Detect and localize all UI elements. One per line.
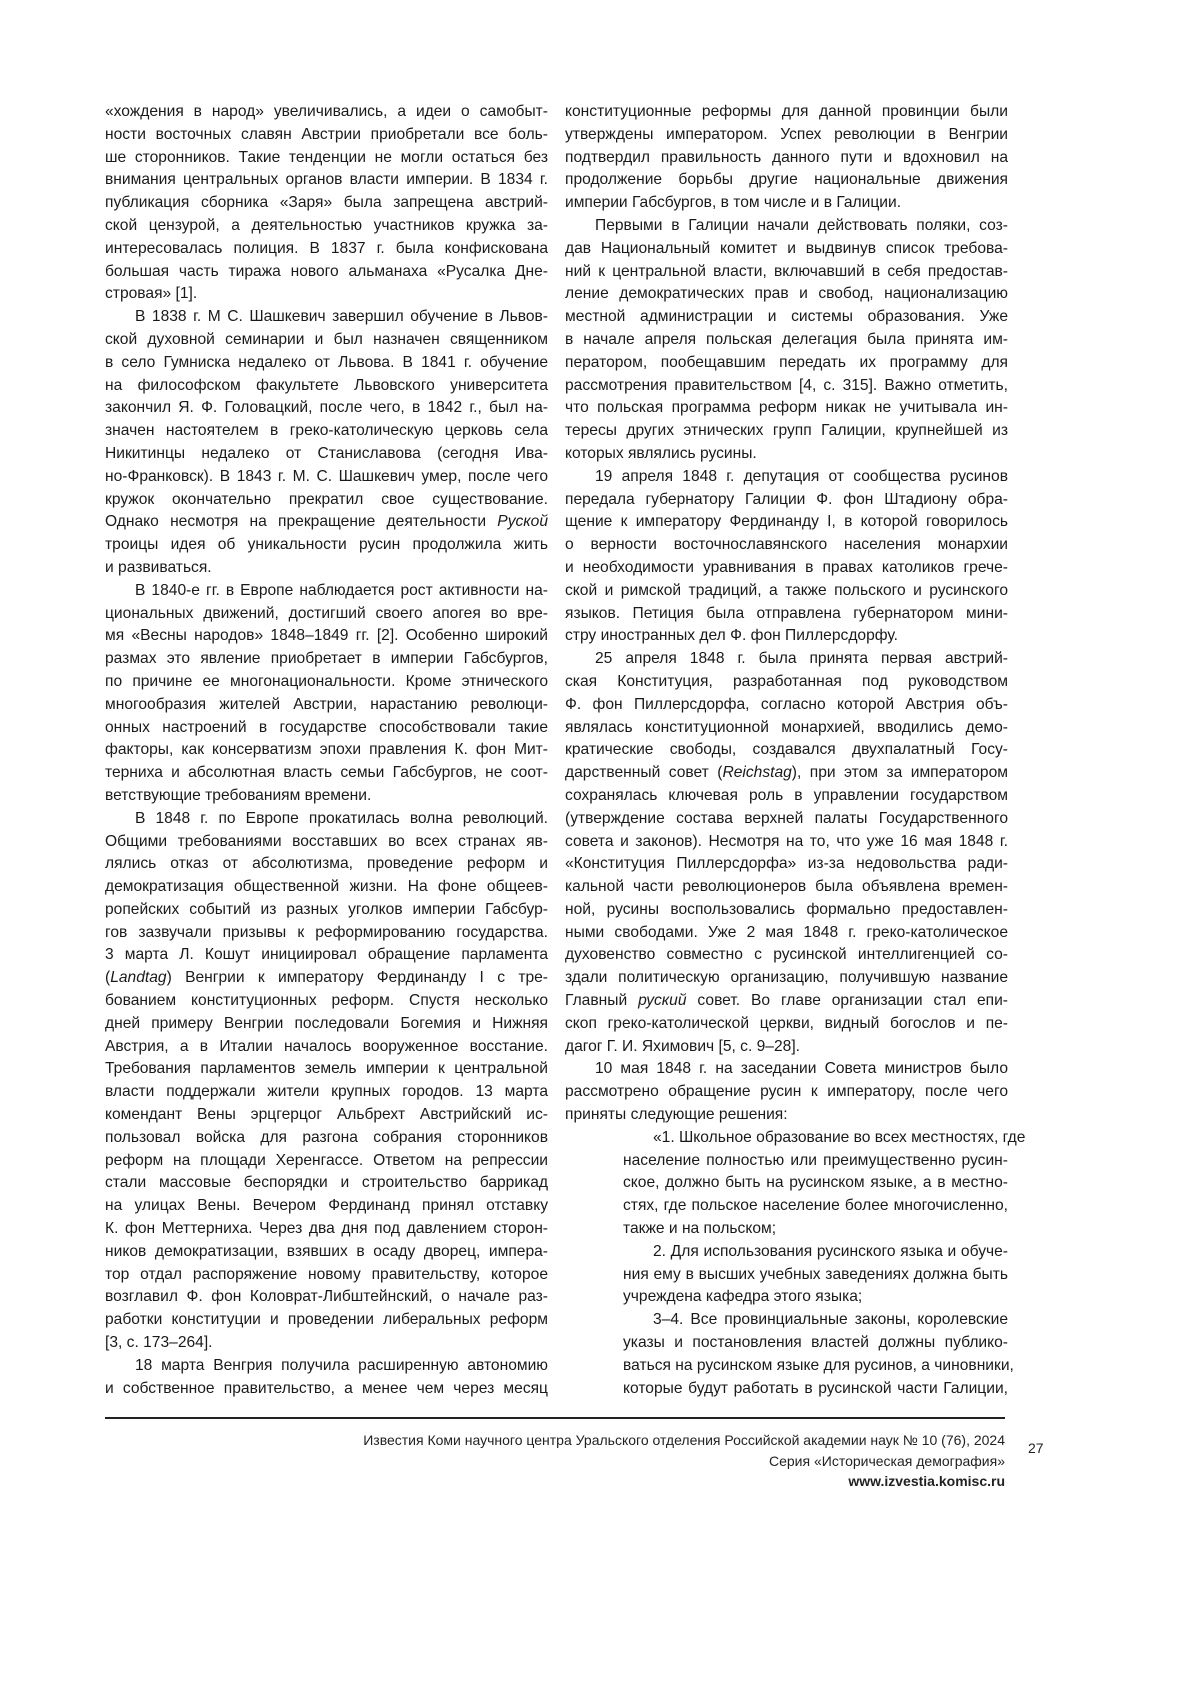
- text-line: 18 марта Венгрия получила расширенную автономию: [105, 1355, 548, 1378]
- footer-divider: [105, 1417, 1005, 1419]
- text-line: местной администрации и системы образования. Уже: [565, 306, 1008, 329]
- text-line: работки конституции и проведении либеральных реформ: [105, 1309, 548, 1332]
- text-line: щение к императору Фердинанду I, в которой говорилось: [565, 511, 1008, 534]
- text-line: значен настоятелем в греко-католическую церковь села: [105, 420, 548, 443]
- page-footer: [363, 1430, 1005, 1492]
- text-line: 19 апреля 1848 г. депутация от сообщества русинов: [565, 466, 1008, 489]
- text-line: [105, 967, 548, 990]
- paragraph: [565, 101, 1008, 215]
- italic-term: Руской: [497, 513, 548, 530]
- text-line: ператором, пообещавшим передать их программу для: [565, 352, 1008, 375]
- text-line: тор отдал распоряжение новому правительству, которое: [105, 1264, 548, 1287]
- text-line: стях, где польское население более многочисленно,: [565, 1195, 1008, 1218]
- text-line: реформ на площади Херенгассе. Ответом на репрессии: [105, 1150, 548, 1173]
- text-line: [565, 762, 1008, 785]
- text-line: большая часть тиража нового альманаха «Русалка Дне-: [105, 261, 548, 284]
- text-line: империи Габсбургов, в том числе и в Галиции.: [565, 192, 1008, 215]
- journal-series: Серия «Историческая демография»: [363, 1451, 1005, 1472]
- text-line: пользовал войска для разгона собрания сторонников: [105, 1127, 548, 1150]
- text-line: приняты следующие решения:: [565, 1104, 1008, 1127]
- text-line: ское, должно быть на русинском языке, а в местно-: [565, 1172, 1008, 1195]
- text-line: учреждена кафедра этого языка;: [565, 1286, 1008, 1309]
- text-line: являлась конституционной монархией, вводились демо-: [565, 717, 1008, 740]
- text-line: Общими требованиями восставших во всех странах яв-: [105, 831, 548, 854]
- text-line: также и на польском;: [565, 1218, 1008, 1241]
- text-line: закончил Я. Ф. Головацкий, после чего, в 1842 г., был на-: [105, 397, 548, 420]
- text-line: многообразия жителей Австрии, нарастанию революци-: [105, 694, 548, 717]
- left-column: [105, 101, 548, 1400]
- text-line: дагог Г. И. Яхимович [5, с. 9–28].: [565, 1036, 1008, 1059]
- text-line: ными свободами. Уже 2 мая 1848 г. греко-католическое: [565, 922, 1008, 945]
- text-line: дав Национальный комитет и выдвинув список требова-: [565, 238, 1008, 261]
- text-line: факторы, как консерватизм эпохи правления К. фон Мит-: [105, 739, 548, 762]
- text-line: Требования парламентов земель империи к центральной: [105, 1058, 548, 1081]
- text-line: духовенство совместно с русинской интеллигенцией со-: [565, 944, 1008, 967]
- text-line: и собственное правительство, а менее чем через месяц: [105, 1378, 548, 1401]
- text-line: ропейских событий из разных уголков империи Габсбур-: [105, 899, 548, 922]
- text-line: стру иностранных дел Ф. фон Пиллерсдорфу.: [565, 625, 1008, 648]
- italic-term: Reichstag: [722, 764, 791, 781]
- text-line: скоп греко-католической церкви, видный богослов и пе-: [565, 1013, 1008, 1036]
- text-line: ваться на русинском языке для русинов, а чиновники,: [565, 1355, 1008, 1378]
- text-line: ветствующие требованиям времени.: [105, 785, 548, 808]
- paragraph: [105, 306, 548, 580]
- text-line: ской цензурой, а деятельностью участников кружка за-: [105, 215, 548, 238]
- text-line: 3–4. Все провинциальные законы, королевские: [565, 1309, 1008, 1332]
- text-line: Австрия, а в Италии началось вооруженное восстание.: [105, 1036, 548, 1059]
- text-line: ния ему в высших учебных заведениях должна быть: [565, 1264, 1008, 1287]
- text-line: публикация сборника «Заря» была запрещена австрий-: [105, 192, 548, 215]
- text-line: власти поддержали жители крупных городов. 13 марта: [105, 1081, 548, 1104]
- text-line: циональных движений, достигший своего апогея во вре-: [105, 603, 548, 626]
- text-line: [565, 990, 1008, 1013]
- paragraph: [565, 215, 1008, 466]
- text-line: В 1840-е гг. в Европе наблюдается рост активности на-: [105, 580, 548, 603]
- text-line: и развиваться.: [105, 557, 548, 580]
- text-line: ности восточных славян Австрии приобретали все боль-: [105, 124, 548, 147]
- text-segment: (: [105, 969, 110, 986]
- text-line: демократизация общественной жизни. На фоне общеев-: [105, 876, 548, 899]
- text-line: ской и римской традиций, а также польского и русинского: [565, 580, 1008, 603]
- text-line: кальной части революционеров была объявлена времен-: [565, 876, 1008, 899]
- journal-url[interactable]: www.izvestia.komisc.ru: [363, 1471, 1005, 1492]
- paragraph: [105, 1355, 548, 1401]
- text-line: население полностью или преимущественно русин-: [565, 1150, 1008, 1173]
- paragraph: [565, 648, 1008, 1058]
- quote-item: [565, 1127, 1008, 1241]
- text-line: онных настроений в государстве способствовали такие: [105, 717, 548, 740]
- text-line: рассмотрения правительством [4, с. 315]. Важно отметить,: [565, 375, 1008, 398]
- right-column: [565, 101, 1008, 1400]
- text-line: которые будут работать в русинской части Галиции,: [565, 1378, 1008, 1401]
- quote-item: [565, 1309, 1008, 1400]
- text-line: возглавил Ф. фон Коловрат-Либштейнский, о начале раз-: [105, 1286, 548, 1309]
- text-line: но-Франковск). В 1843 г. М. С. Шашкевич умер, после чего: [105, 466, 548, 489]
- italic-term: руский: [638, 992, 686, 1009]
- paragraph: [105, 101, 548, 306]
- italic-term: Landtag: [110, 969, 166, 986]
- text-line: 3 марта Л. Кошут инициировал обращение парламента: [105, 944, 548, 967]
- text-line: Ф. фон Пиллерсдорфа, согласно которой Австрия объ-: [565, 694, 1008, 717]
- text-line: (утверждение состава верхней палаты Государственного: [565, 808, 1008, 831]
- text-line: лялись отказ от абсолютизма, проведение реформ и: [105, 853, 548, 876]
- text-line: передала губернатору Галиции Ф. фон Штадиону обра-: [565, 489, 1008, 512]
- text-segment: Однако несмотря на прекращение деятельности: [105, 513, 497, 530]
- text-line: языков. Петиция была отправлена губернатором мини-: [565, 603, 1008, 626]
- text-line: «1. Школьное образование во всех местностях, где: [565, 1127, 1008, 1150]
- text-segment: дарственный совет (: [565, 764, 722, 781]
- text-line: В 1848 г. по Европе прокатилась волна революций.: [105, 808, 548, 831]
- text-line: рассмотрено обращение русин к императору, после чего: [565, 1081, 1008, 1104]
- page-number: 27: [1028, 1440, 1044, 1456]
- text-line: бованием конституционных реформ. Спустя несколько: [105, 990, 548, 1013]
- text-segment: ) Венгрии к императору Фердинанду I с тре-: [167, 969, 548, 986]
- text-line: сохранялась ключевая роль в управлении государством: [565, 785, 1008, 808]
- text-line: К. фон Меттерниха. Через два дня под давлением сторон-: [105, 1218, 548, 1241]
- text-line: В 1838 г. М С. Шашкевич завершил обучение в Львов-: [105, 306, 548, 329]
- text-segment: совет. Во главе организации стал епи-: [687, 992, 1008, 1009]
- text-line: гов зазвучали призывы к реформированию государства.: [105, 922, 548, 945]
- paragraph: [105, 580, 548, 808]
- text-line: 10 мая 1848 г. на заседании Совета министров было: [565, 1058, 1008, 1081]
- text-line: что польская программа реформ никак не учитывала ин-: [565, 397, 1008, 420]
- text-line: ний к центральной власти, включавший в себя предостав-: [565, 261, 1008, 284]
- text-line: мя «Весны народов» 1848–1849 гг. [2]. Особенно широкий: [105, 625, 548, 648]
- text-line: комендант Вены эрцгерцог Альбрехт Австрийский ис-: [105, 1104, 548, 1127]
- text-line: троицы идея об уникальности русин продолжила жить: [105, 534, 548, 557]
- text-line: стровая» [1].: [105, 283, 548, 306]
- text-line: совета и законов). Несмотря на то, что уже 16 мая 1848 г.: [565, 831, 1008, 854]
- text-line: интересовалась полиция. В 1837 г. была конфискована: [105, 238, 548, 261]
- text-line: [105, 511, 548, 534]
- text-line: которых являлись русины.: [565, 443, 1008, 466]
- text-segment: ), при этом за императором: [792, 764, 1008, 781]
- text-line: [3, с. 173–264].: [105, 1332, 548, 1355]
- journal-title: Известия Коми научного центра Уральского отделения Российской академии наук № 10 (76), 2024: [363, 1430, 1005, 1451]
- text-line: внимания центральных органов власти империи. В 1834 г.: [105, 169, 548, 192]
- text-line: ление демократических прав и свобод, национализацию: [565, 283, 1008, 306]
- text-line: о верности восточнославянского населения монархии: [565, 534, 1008, 557]
- paragraph: [105, 808, 548, 1355]
- paragraph: [565, 466, 1008, 648]
- text-line: ников демократизации, взявших в осаду дворец, импера-: [105, 1241, 548, 1264]
- text-line: 2. Для использования русинского языка и обуче-: [565, 1241, 1008, 1264]
- text-line: Никитинцы недалеко от Станиславова (сегодня Ива-: [105, 443, 548, 466]
- text-line: конституционные реформы для данной провинции были: [565, 101, 1008, 124]
- text-line: терниха и абсолютная власть семьи Габсбургов, не соот-: [105, 762, 548, 785]
- text-line: тересы других этнических групп Галиции, крупнейшей из: [565, 420, 1008, 443]
- text-line: дней примеру Венгрии последовали Богемия и Нижняя: [105, 1013, 548, 1036]
- text-line: ской духовной семинарии и был назначен священником: [105, 329, 548, 352]
- text-line: в начале апреля польская делегация была принята им-: [565, 329, 1008, 352]
- text-line: по причине ее многонациональности. Кроме этнического: [105, 671, 548, 694]
- text-line: здали политическую организацию, получившую название: [565, 967, 1008, 990]
- text-line: «хождения в народ» увеличивались, а идеи о самобыт-: [105, 101, 548, 124]
- text-line: продолжение борьбы другие национальные движения: [565, 169, 1008, 192]
- text-line: размах это явление приобретает в империи Габсбургов,: [105, 648, 548, 671]
- paragraph: [565, 1058, 1008, 1126]
- text-line: в село Гумниска недалеко от Львова. В 1841 г. обучение: [105, 352, 548, 375]
- text-line: Первыми в Галиции начали действовать поляки, соз-: [565, 215, 1008, 238]
- text-line: кратические свободы, создавался двухпалатный Госу-: [565, 739, 1008, 762]
- text-line: подтвердил правильность данного пути и вдохновил на: [565, 147, 1008, 170]
- text-line: 25 апреля 1848 г. была принята первая австрий-: [565, 648, 1008, 671]
- text-line: утверждены императором. Успех революции в Венгрии: [565, 124, 1008, 147]
- text-line: «Конституция Пиллерсдорфа» из-за недовольства ради-: [565, 853, 1008, 876]
- text-line: указы и постановления властей должны публико-: [565, 1332, 1008, 1355]
- text-line: и необходимости уравнивания в правах католиков грече-: [565, 557, 1008, 580]
- text-line: ская Конституция, разработанная под руководством: [565, 671, 1008, 694]
- text-line: ше сторонников. Такие тенденции не могли остаться без: [105, 147, 548, 170]
- quote-item: [565, 1241, 1008, 1309]
- text-line: стали массовые беспорядки и строительство баррикад: [105, 1172, 548, 1195]
- text-line: на улицах Вены. Вечером Фердинанд принял отставку: [105, 1195, 548, 1218]
- text-line: на философском факультете Львовского университета: [105, 375, 548, 398]
- text-line: кружок окончательно прекратил свое существование.: [105, 489, 548, 512]
- text-segment: Главный: [565, 992, 638, 1009]
- text-line: ной, русины воспользовались формально предоставлен-: [565, 899, 1008, 922]
